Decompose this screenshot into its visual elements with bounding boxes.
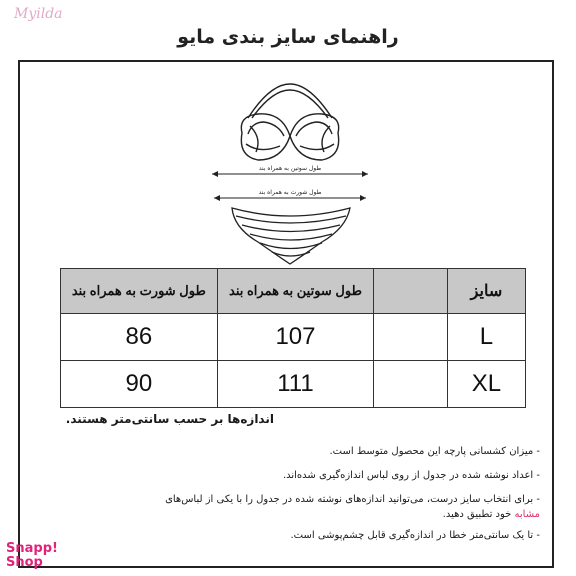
header-blank — [374, 269, 448, 314]
cell-shorts-length: 90 — [61, 361, 218, 408]
header-bra-length: طول سوتین به همراه بند — [217, 269, 374, 314]
note-item: - اعداد نوشته شده در جدول از روی لباس اندازه‌گیری شده‌اند. — [282, 470, 540, 481]
cell-bra-length: 107 — [217, 314, 374, 361]
brand-logo: Myilda — [14, 6, 63, 22]
table-header-row — [61, 269, 526, 314]
units-note: اندازه‌ها بر حسب سانتی‌متر هستند. — [65, 412, 274, 426]
note-item: - میزان کشسانی پارچه این محصول متوسط است. — [329, 446, 540, 457]
note-highlight: مشابه — [514, 509, 540, 520]
bikini-top-icon — [241, 84, 338, 160]
cell-blank — [374, 314, 448, 361]
note-text: - برای انتخاب سایز درست، می‌توانید اندازه‌های نوشته شده در جدول را با یکی از لباس‌های — [165, 494, 540, 505]
snapp-logo-line2: Shop — [6, 555, 43, 570]
bra-measure-label: طول سوتین به همراه بند — [258, 165, 322, 172]
swimsuit-illustration — [190, 78, 390, 270]
bikini-bottom-icon — [232, 208, 350, 264]
note-text-rest: خود تطبیق دهید. — [442, 509, 512, 520]
note-item: - تا یک سانتی‌متر خطا در اندازه‌گیری قابل چشم‌پوشی است. — [290, 530, 540, 541]
cell-blank — [374, 361, 448, 408]
table-row — [61, 361, 526, 408]
header-shorts-length: طول شورت به همراه بند — [61, 269, 218, 314]
snapp-shop-logo — [6, 541, 58, 570]
note-item — [70, 492, 540, 522]
size-table — [60, 268, 526, 408]
header-size: سایز — [447, 269, 525, 314]
cell-shorts-length: 86 — [61, 314, 218, 361]
table-row — [61, 314, 526, 361]
notes-list — [70, 444, 540, 552]
snapp-logo-line1: Snapp! — [6, 541, 58, 556]
cell-size: XL — [447, 361, 525, 408]
cell-size: L — [447, 314, 525, 361]
shorts-measure-label: طول شورت به همراه بند — [258, 189, 322, 196]
cell-bra-length: 111 — [217, 361, 374, 408]
page-title: راهنمای سایز بندی مایو — [177, 26, 399, 48]
